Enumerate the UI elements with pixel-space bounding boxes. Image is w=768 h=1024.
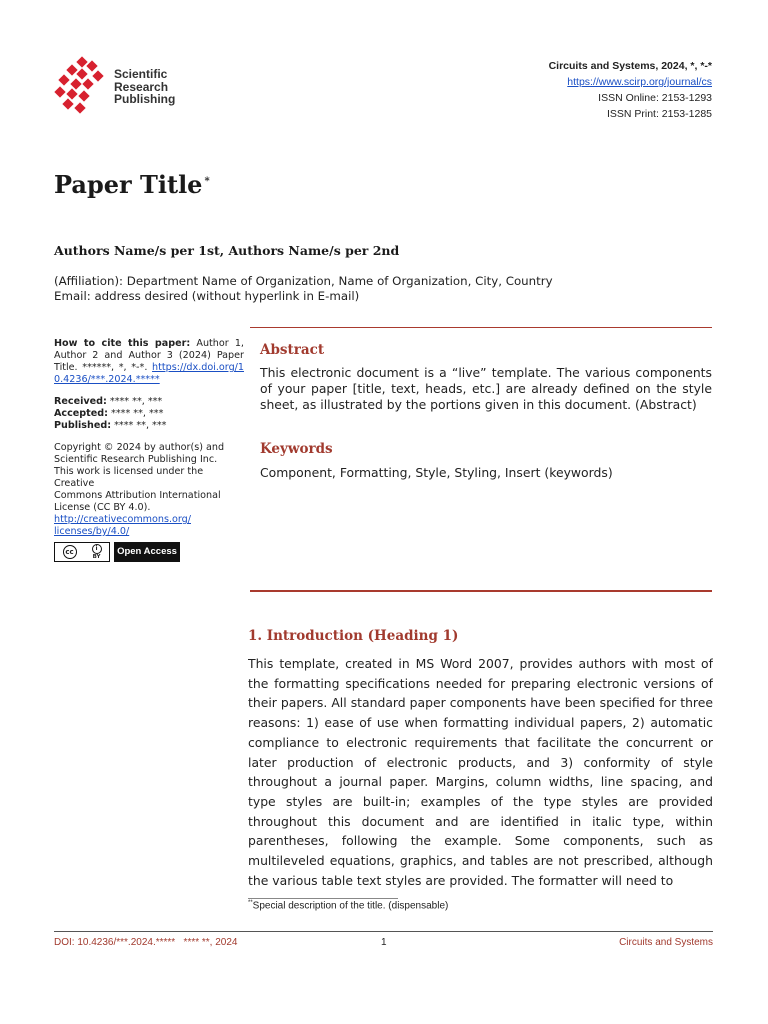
abstract-bottom-rule <box>250 590 712 592</box>
footnote-text: Special description of the title. (dispensable) <box>252 900 449 912</box>
footer-doi <box>54 937 237 948</box>
by-label: BY <box>92 553 101 560</box>
footnote-mark: ** <box>248 900 253 906</box>
scirp-diamond-logo-icon <box>54 56 112 116</box>
journal-info <box>549 58 712 122</box>
copyright-line: Commons Attribution International <box>54 490 221 501</box>
license-badges <box>54 542 244 562</box>
paper-authors: Authors Name/s per 1st, Authors Name/s per 2nd <box>54 243 400 258</box>
cc-icon: cc <box>63 545 77 559</box>
footer-date: **** **, 2024 <box>183 937 238 948</box>
footer-doi-text: DOI: 10.4236/***.2024.***** <box>54 937 176 948</box>
title-footnote-mark: * <box>204 176 210 187</box>
copyright-line: This work is licensed under the <box>54 466 204 477</box>
accepted-value: **** **, *** <box>111 408 164 419</box>
received-value: **** **, *** <box>109 396 163 407</box>
cite-doi-link[interactable]: https://dx.doi.org/10.4236/***.2024.***** <box>54 362 244 385</box>
publisher-name <box>114 68 175 106</box>
publisher-logo <box>54 56 184 116</box>
email-line: Email: address desired (without hyperlink in E-mail) <box>54 289 360 303</box>
paper-title-text: Paper Title <box>54 170 203 199</box>
journal-url-link[interactable]: https://www.scirp.org/journal/cs <box>567 76 712 88</box>
accepted-date <box>54 408 244 420</box>
affiliation: (Affiliation): Department Name of Organization, Name of Organization, City, Country <box>54 274 553 288</box>
cite-label: How to cite this paper: <box>54 338 191 349</box>
license-link[interactable]: http://creativecommons.org/ <box>54 514 191 525</box>
abstract-heading: Abstract <box>260 342 325 358</box>
introduction-text: This template, created in MS Word 2007, provides authors with most of the formatting specifications needed for preparing electronic versions of their papers. All standard paper components have been specified for three reasons: 1) ease of use when formatting individual papers, 2) automatic compliance to electronic requirements that facilitate the concurrent or later production of electronic products, and 3) conformity of style throughout a journal paper. Margins, column widths, line spacing, and type styles are built-in; examples of the type styles are provided throughout this document and are identified in italic type, within parentheses, following the example. Some components, such as multileveled equations, graphics, and tables are not prescribed, although the various table text styles are provided. The formatter will need to <box>248 656 713 888</box>
issn-online: ISSN Online: 2153-1293 <box>598 92 712 104</box>
accepted-label: Accepted: <box>54 408 108 419</box>
published-label: Published: <box>54 420 112 431</box>
cc-by-badge[interactable] <box>54 542 110 562</box>
copyright-line: Creative <box>54 478 95 489</box>
paper-title <box>54 170 210 199</box>
dates <box>54 396 244 432</box>
page-number: 1 <box>381 937 387 948</box>
publisher-name-line: Scientific <box>114 67 168 81</box>
publisher-name-line: Research <box>114 79 169 94</box>
how-to-cite <box>54 338 244 386</box>
footer-rule <box>54 931 713 932</box>
copyright-line: License (CC BY 4.0). <box>54 502 151 513</box>
sidebar <box>54 338 244 562</box>
keywords-text: Component, Formatting, Style, Styling, Insert (keywords) <box>260 465 613 480</box>
footnote <box>248 900 448 911</box>
published-date <box>54 420 244 432</box>
footer-journal-name: Circuits and Systems <box>619 937 713 948</box>
footnote-rule <box>248 898 398 899</box>
abstract-text: This electronic document is a “live” template. The various components of your paper [title, text, heads, etc.] are already defined on the style sheet, as illustrated by the portions given in this document. (Abstract) <box>260 365 712 413</box>
open-access-badge[interactable]: Open Access <box>114 542 180 562</box>
license-link-cont[interactable]: licenses/by/4.0/ <box>54 526 130 537</box>
copyright-notice <box>54 442 244 538</box>
issn-print: ISSN Print: 2153-1285 <box>606 108 712 120</box>
copyright-line: Scientific Research Publishing Inc. <box>54 454 218 465</box>
abstract-top-rule <box>250 327 712 328</box>
received-label: Received: <box>54 396 107 407</box>
received-date <box>54 396 244 408</box>
published-value: **** **, *** <box>114 420 167 431</box>
keywords-heading: Keywords <box>260 441 333 457</box>
person-icon: i <box>92 544 102 554</box>
publisher-name-line: Publishing <box>114 92 176 106</box>
copyright-line: Copyright © 2024 by author(s) and <box>54 442 225 453</box>
affiliation-block <box>54 274 553 304</box>
introduction-heading: 1. Introduction (Heading 1) <box>248 628 459 644</box>
cite-text: Author 1, Author 2 and Author 3 (2024) Paper Title. ******, *, *-*. <box>54 338 244 373</box>
journal-citation: Circuits and Systems, 2024, *, *-* <box>548 60 712 72</box>
